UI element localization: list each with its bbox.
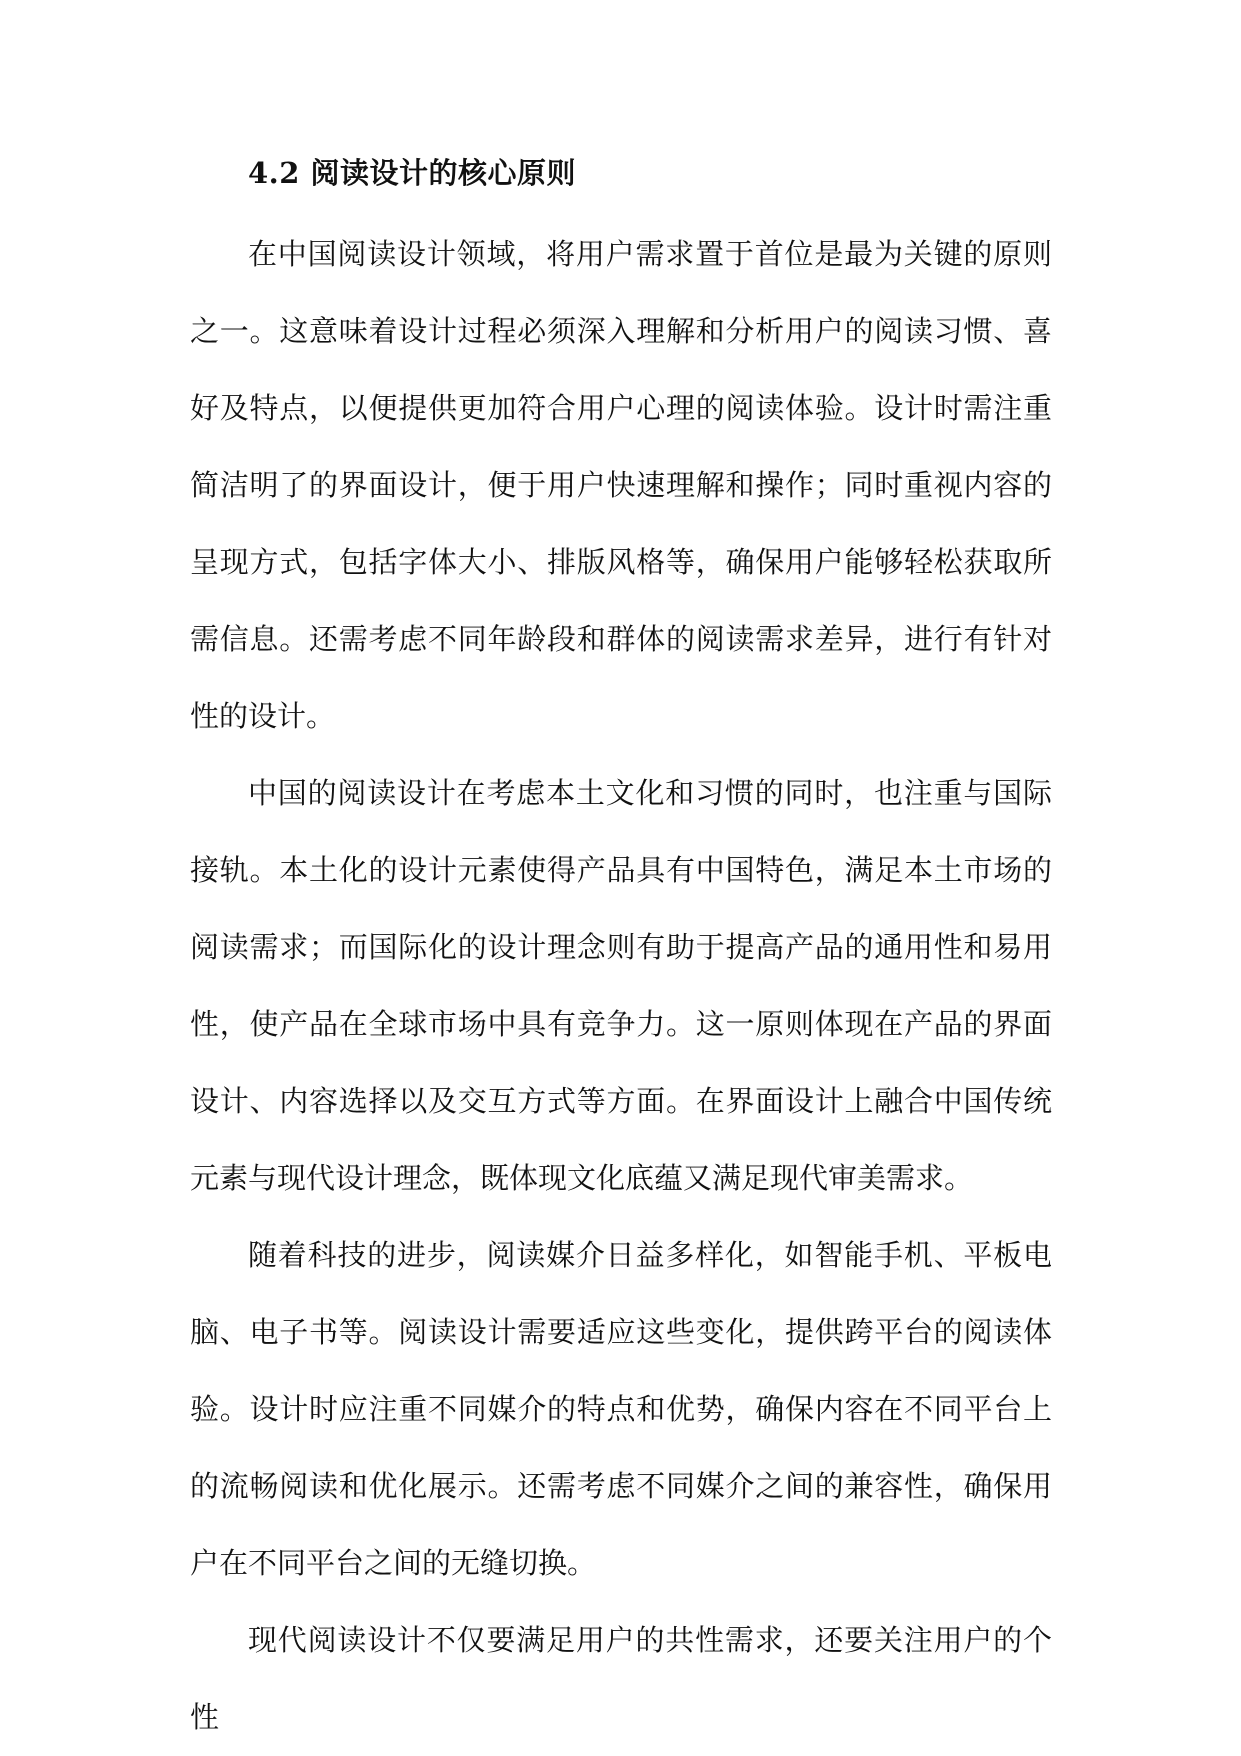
paragraph-localization: 中国的阅读设计在考虑本土文化和习惯的同时，也注重与国际接轨。本土化的设计元素使得产品具有中国特色，满足本土市场的阅读需求；而国际化的设计理念则有助于提高产品的通用性和易用性，使产品在全球市场中具有竞争力。这一原则体现在产品的界面设计、内容选择以及交互方式等方面。在界面设计上融合中国传统元素与现代设计理念，既体现文化底蕴又满足现代审美需求。 (190, 776, 1052, 1195)
paragraph-cross-platform: 随着科技的进步，阅读媒介日益多样化，如智能手机、平板电脑、电子书等。阅读设计需要适应这些变化，提供跨平台的阅读体验。设计时应注重不同媒介的特点和优势，确保内容在不同平台上的流畅阅读和优化展示。还需考虑不同媒介之间的兼容性，确保用户在不同平台之间的无缝切换。 (190, 1238, 1052, 1580)
paragraph-personalization: 现代阅读设计不仅要满足用户的共性需求，还要关注用户的个性 (190, 1623, 1052, 1734)
section-heading: 4.2 阅读设计的核心原则 (248, 156, 577, 190)
document-body (190, 140, 1052, 1756)
paragraph-user-needs: 在中国阅读设计领域，将用户需求置于首位是最为关键的原则之一。这意味着设计过程必须深入理解和分析用户的阅读习惯、喜好及特点，以便提供更加符合用户心理的阅读体验。设计时需注重简洁明了的界面设计，便于用户快速理解和操作；同时重视内容的呈现方式，包括字体大小、排版风格等，确保用户能够轻松获取所需信息。还需考虑不同年龄段和群体的阅读需求差异，进行有针对性的设计。 (190, 237, 1052, 733)
